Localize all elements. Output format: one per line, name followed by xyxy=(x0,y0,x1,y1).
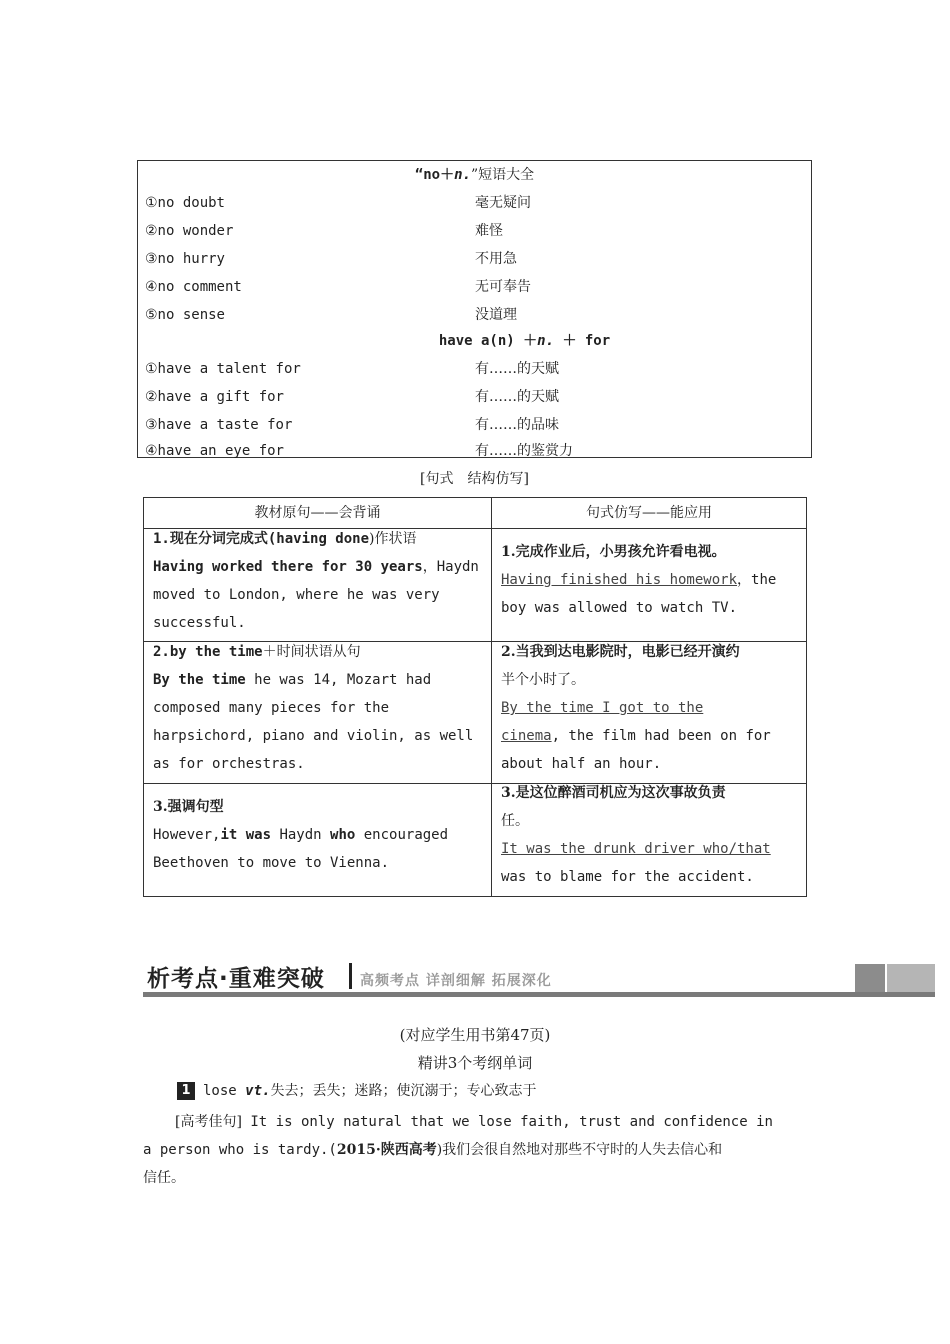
word-entry xyxy=(203,1077,867,1105)
phrase-row: ②have a gift for 有……的天赋 xyxy=(145,389,559,405)
banner-subtitle: 高频考点 详剖细解 拓展深化 xyxy=(360,973,552,989)
phrase-row: ④have an eye for 有……的鉴赏力 xyxy=(145,443,573,459)
phrase-row: ②no wonder 难怪 xyxy=(145,223,503,239)
banner-divider xyxy=(349,963,352,989)
part-of-speech: vt. xyxy=(245,1083,271,1099)
no-phrases-heading: “no＋n.”短语大全 xyxy=(414,167,535,183)
section-banner xyxy=(143,958,935,998)
phrase-box xyxy=(137,160,812,458)
sentence-section-caption: [句式 结构仿写] xyxy=(420,471,529,487)
phrase-row: ①have a talent for 有……的天赋 xyxy=(145,361,559,377)
column-header-right: 句式仿写——能应用 xyxy=(586,505,712,521)
phrase-row: ④no comment 无可奉告 xyxy=(145,279,531,295)
word-number-badge: 1 xyxy=(177,1082,195,1100)
table-cell-imitation-2: 2.当我到达电影院时，电影已经开演约 半个小时了。 By the time I got to the cinema, the film had been on for about half an hour. xyxy=(501,644,771,772)
example-line: a person who is tardy.(2015·陕西高考)我们会很自然地对那些不守时的人失去信心和 xyxy=(143,1142,723,1158)
subheading: 精讲3个考纲单词 xyxy=(417,1054,533,1072)
word-meaning: 失去；丢失；迷路；使沉溺于；专心致志于 xyxy=(270,1083,537,1099)
table-cell-imitation-1: 1.完成作业后，小男孩允许看电视。 Having finished his homework，the boy was allowed to watch TV. xyxy=(501,544,777,616)
have-phrases-heading: have a(n) ＋n. ＋ for xyxy=(438,333,611,349)
phrase-row: ⑤no sense 没道理 xyxy=(145,307,517,323)
example-label: [高考佳句] xyxy=(175,1114,242,1130)
banner-decoration xyxy=(887,964,935,992)
phrase-row: ③have a taste for 有……的品味 xyxy=(145,417,559,433)
banner-rule xyxy=(143,992,935,997)
table-cell-imitation-3: 3.是这位醉酒司机应为这次事故负责 任。 It was the drunk driver who/that was to blame for the accident. xyxy=(501,785,771,885)
column-header-left: 教材原句——会背诵 xyxy=(254,505,381,521)
banner-title: 析考点·重难突破 xyxy=(147,966,325,992)
table-divider xyxy=(491,498,492,896)
page-reference: (对应学生用书第47页) xyxy=(399,1026,551,1044)
phrase-row: ①no doubt 毫无疑问 xyxy=(145,195,531,211)
table-cell-original-2: 2.by the time＋时间状语从句 By the time he was 14, Mozart had composed many pieces for the harpsichord, piano and violin, as well as for orchestras. xyxy=(153,644,474,772)
sentence-table xyxy=(143,497,807,897)
table-cell-original-1: 1.现在分词完成式(having done)作状语 Having worked there for 30 years，Haydn moved to London, where he was very successful. xyxy=(153,531,479,631)
phrase-row: ③no hurry 不用急 xyxy=(145,251,517,267)
example-line: 信任。 xyxy=(143,1170,185,1186)
word: lose xyxy=(203,1083,237,1099)
table-cell-original-3: 3.强调句型 However,it was Haydn who encouraged Beethoven to move to Vienna. xyxy=(153,799,449,871)
banner-decoration xyxy=(855,964,885,992)
example-line: [高考佳句] It is only natural that we lose faith, trust and confidence in xyxy=(175,1114,773,1130)
